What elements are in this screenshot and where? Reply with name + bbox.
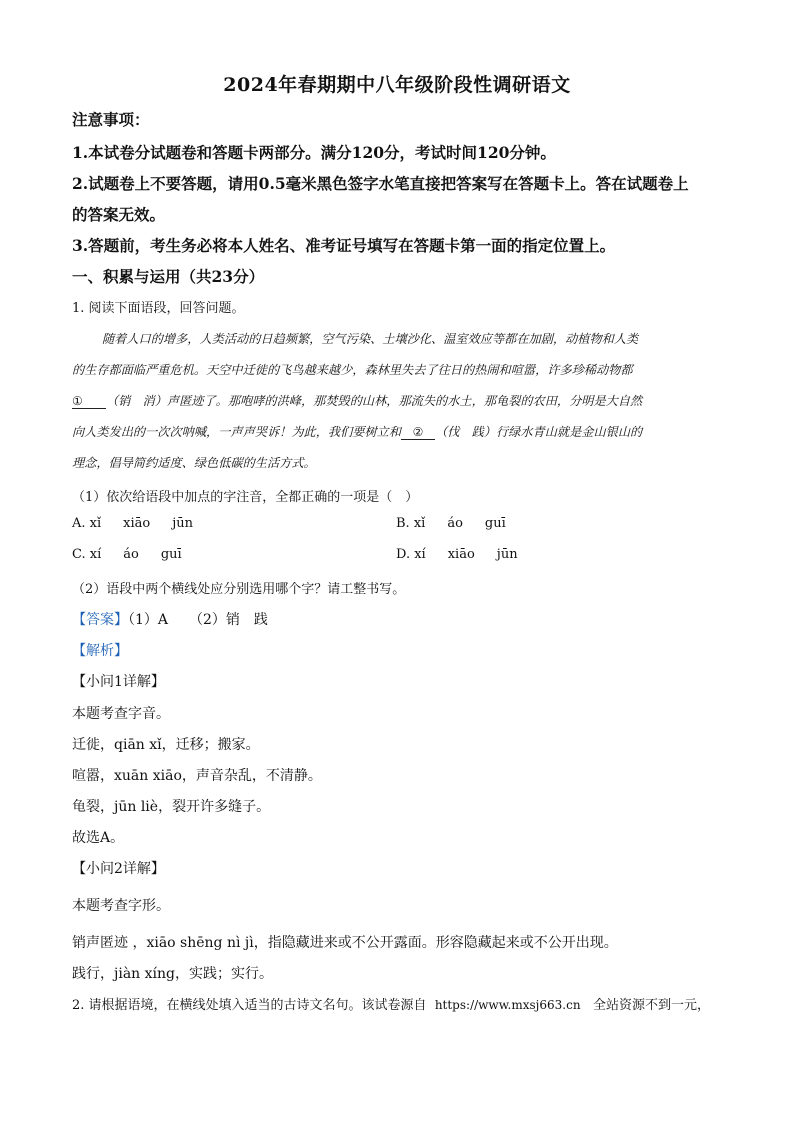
detail-2-heading: 【小问2详解】 (72, 861, 165, 877)
option-c[interactable]: C. xí áo guī (72, 547, 182, 562)
detail-1-line-3: 喧嚣，xuān xiāo，声音杂乱，不清静。 (72, 768, 322, 784)
section-heading: 一、积累与运用（共23分） (72, 267, 265, 286)
detail-1-line-2: 迁徙，qiān xǐ，迁移；搬家。 (72, 737, 260, 753)
notice-item-2-cont: 的答案无效。 (72, 205, 166, 224)
detail-2-line-2: 销声匿迹 ，xiāo shēng nì jì，指隐藏进来或不公开露面。形容隐藏起来或不公开出现。 (72, 935, 618, 951)
page-title: 2024年春期期中八年级阶段性调研语文 (223, 74, 571, 96)
passage-line-2: 的生存都面临严重危机。天空中迁徙的飞鸟越来越少，森林里失去了往日的热闹和喧嚣，许多珍稀动物都 (72, 363, 633, 377)
detail-1-line-4: 龟裂，jūn liè，裂开许多缝子。 (72, 799, 271, 815)
source-link[interactable]: https://www.mxsj663.cn (434, 998, 581, 1012)
passage-line-3-text: （销 消）声匿迹了。那咆哮的洪峰，那焚毁的山林，那流失的水土，那龟裂的农田，分明是大自然 (106, 394, 643, 408)
notice-item-2: 2.试题卷上不要答题，请用0.5毫米黑色签字水笔直接把答案写在答题卡上。答在试题卷上 (72, 174, 689, 193)
passage-line-4 (72, 423, 724, 440)
passage-line-1: 随着人口的增多，人类活动的日趋频繁，空气污染、土壤沙化、温室效应等都在加剧，动植物和人类 (102, 332, 639, 346)
blank-2[interactable]: ② (401, 425, 435, 440)
option-a[interactable]: A. xǐ xiāo jūn (72, 516, 194, 531)
passage-line-4-pre: 向人类发出的一次次呐喊，一声声哭诉！为此，我们要树立和 (72, 425, 402, 439)
blank-1[interactable]: ① (72, 394, 106, 409)
detail-2-line-3: 践行，jiàn xíng，实践；实行。 (72, 966, 273, 982)
notice-item-3: 3.答题前，考生务必将本人姓名、准考证号填写在答题卡第一面的指定位置上。 (72, 236, 616, 255)
analysis-tag: 【解析】 (72, 643, 128, 659)
detail-1-line-5: 故选A。 (72, 830, 125, 846)
passage-line-4-rest: （伐 践）行绿水青山就是金山银山的 (435, 425, 643, 439)
detail-1-heading: 【小问1详解】 (72, 674, 165, 690)
detail-2-line-1: 本题考查字形。 (72, 898, 170, 914)
notice-heading: 注意事项： (72, 110, 150, 129)
passage-line-5: 理念，倡导简约适度、绿色低碳的生活方式。 (72, 456, 316, 470)
question-2-stem: 2. 请根据语境，在横线处填入适当的古诗文名句。该试卷源自 https://www.mxsj663.cn 全站资源不到一元， (72, 998, 710, 1013)
answer-line (72, 609, 732, 629)
subquestion-1: （1）依次给语段中加点的字注音，全都正确的一项是（ ） (72, 490, 419, 505)
option-b[interactable]: B. xǐ áo guī (396, 516, 506, 531)
question-1-stem: 1. 阅读下面语段，回答问题。 (72, 301, 245, 316)
passage-line-3 (72, 392, 724, 409)
answer-text: （1）A （2）销 践 (128, 612, 268, 628)
option-d[interactable]: D. xí xiāo jūn (396, 547, 518, 562)
notice-item-1: 1.本试卷分试题卷和答题卡两部分。满分120分，考试时间120分钟。 (72, 143, 556, 162)
answer-tag: 【答案】 (72, 612, 128, 628)
subquestion-2: （2）语段中两个横线处应分别选用哪个字？请工整书写。 (72, 582, 406, 597)
detail-1-line-1: 本题考查字音。 (72, 706, 170, 722)
